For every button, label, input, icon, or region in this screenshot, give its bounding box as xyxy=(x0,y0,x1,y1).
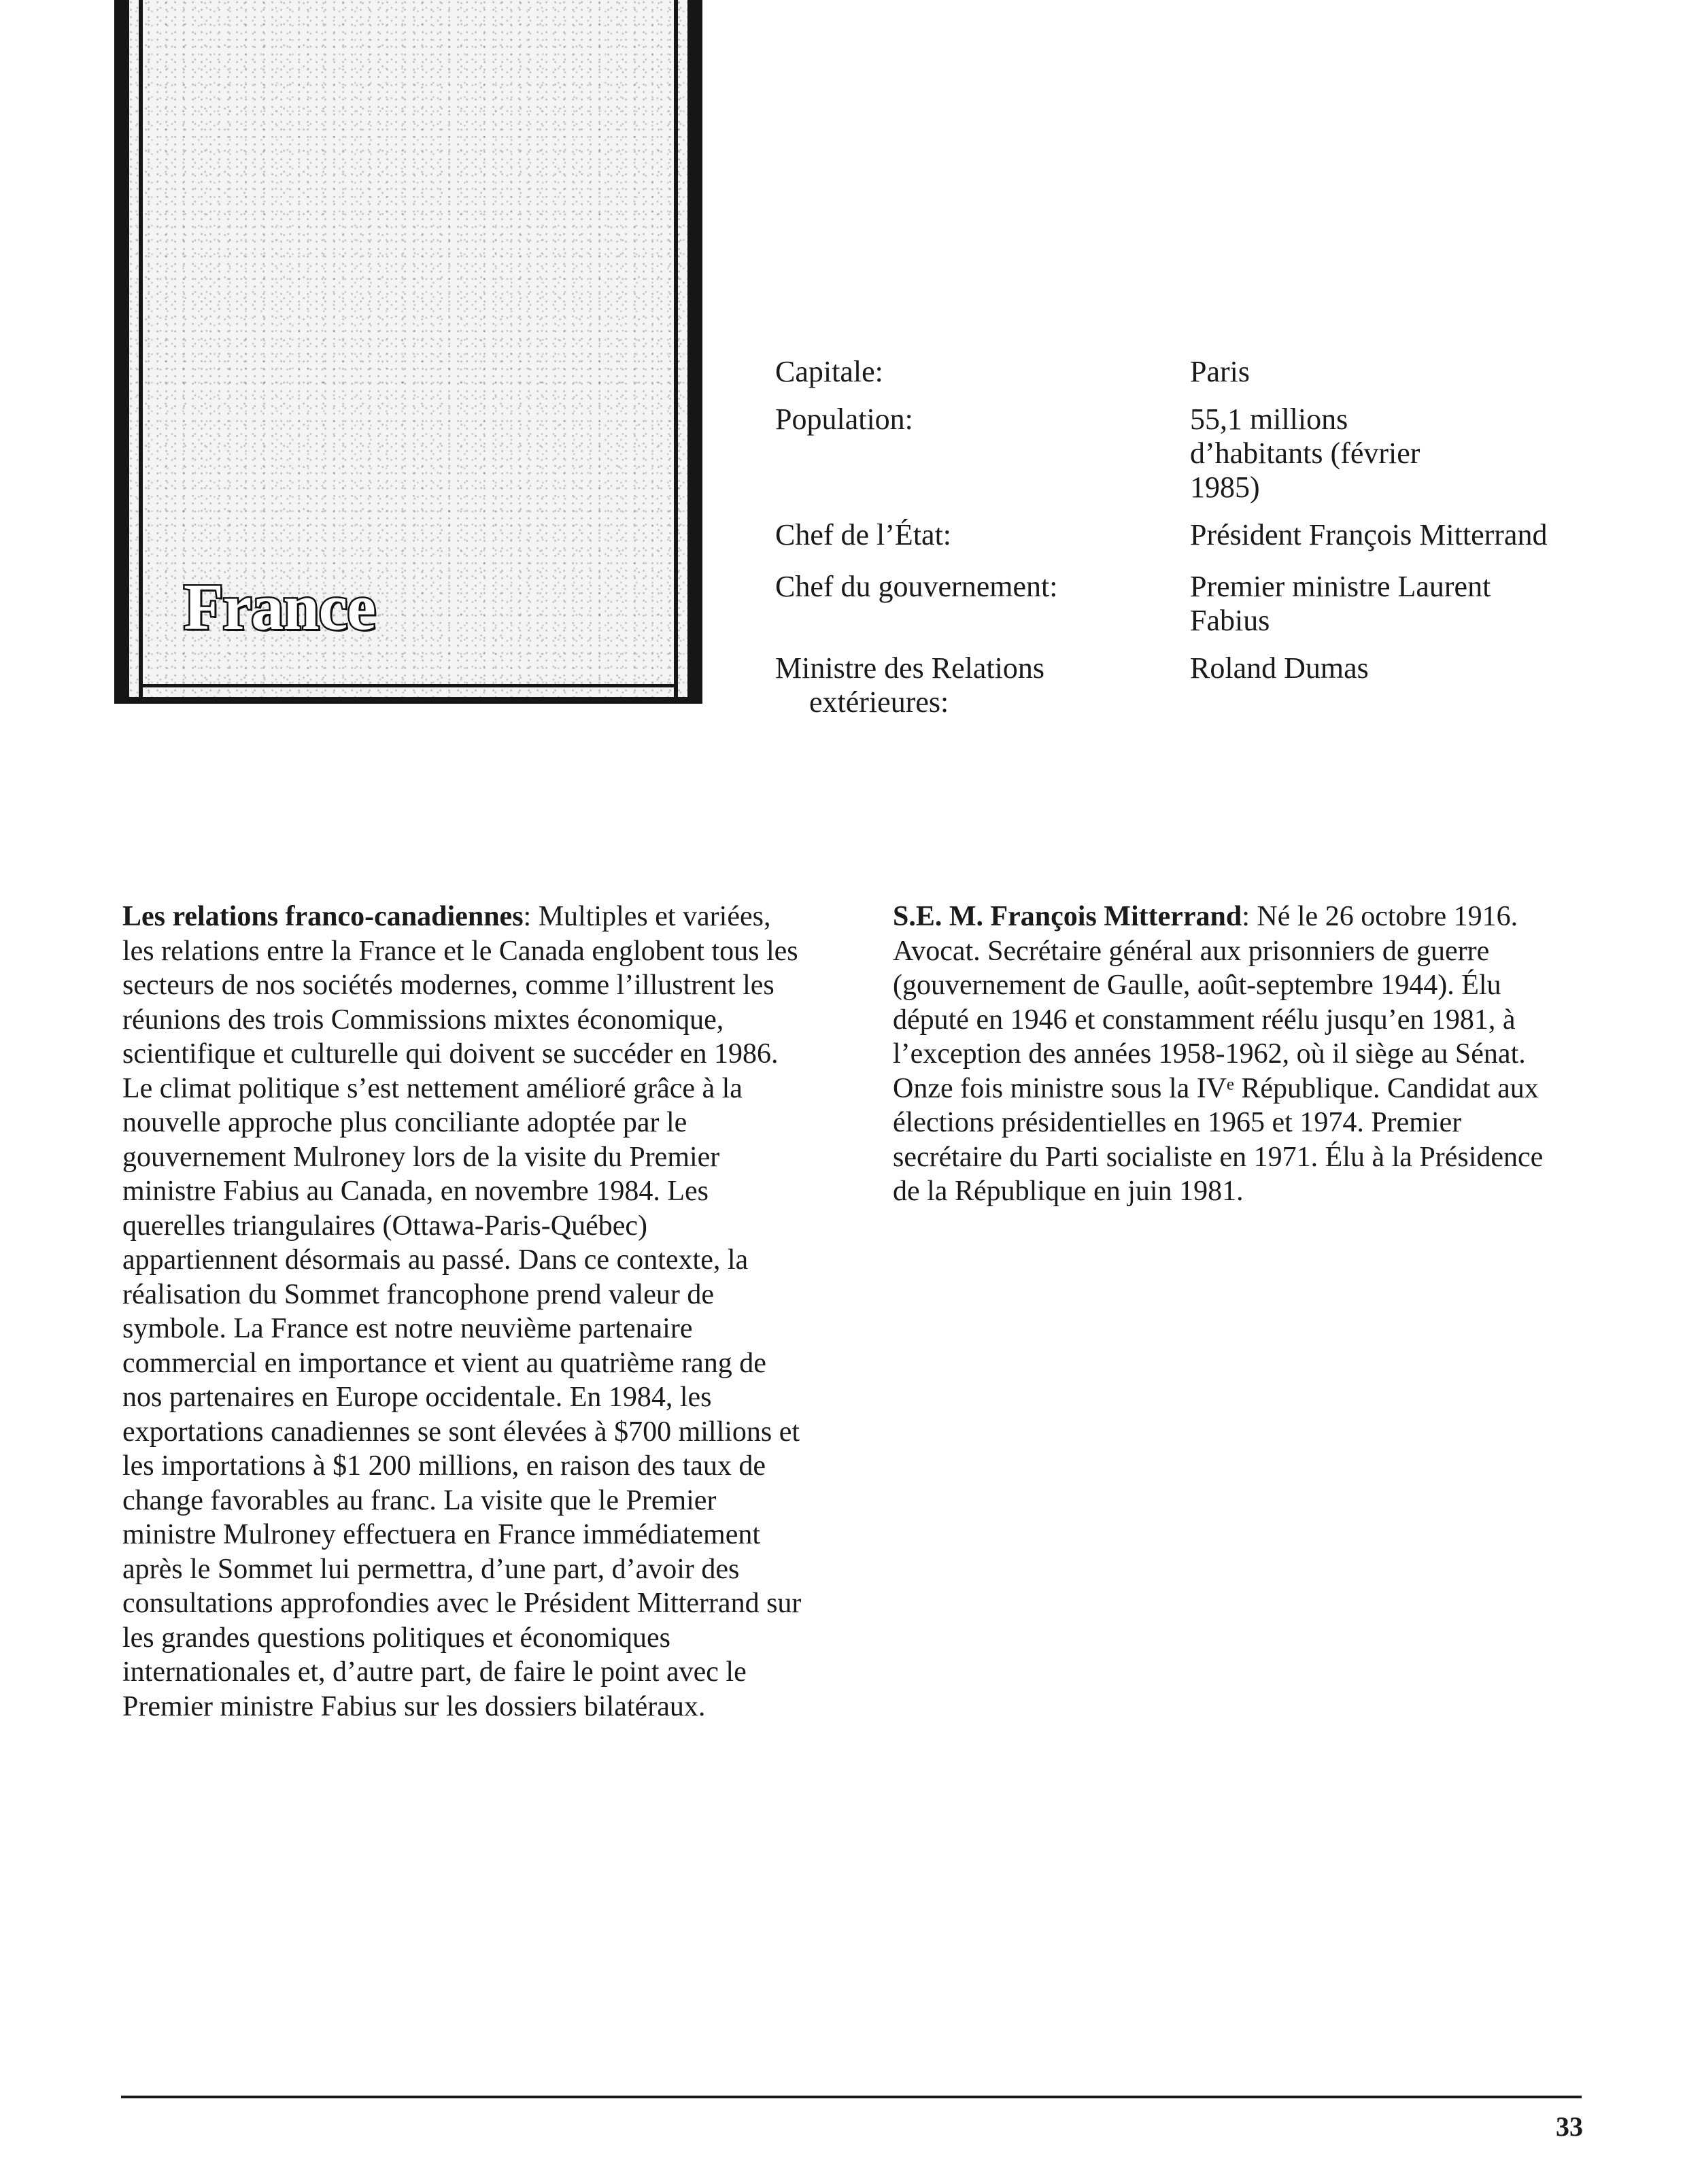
box-inner-rule-bottom xyxy=(139,684,678,687)
biography-heading: S.E. M. François Mitterrand xyxy=(893,901,1242,932)
biography-text: : Né le 26 octobre 1916. Avocat. Secrétaire général aux prisonniers de guerre (gouvernement de Gaulle, août-septembre 1944). Élu député en 1946 et constamment réélu jusqu’en 1981, à l’exception des années 1958-1962, où il siège au Sénat. Onze fois ministre sous la IVᵉ République. Candidat aux élections présidentielles en 1965 et 1974. Premier secrétaire du Parti socialiste en 1971. Élu à la Présidence de la République en juin 1981. xyxy=(893,901,1544,1207)
relations-text: : Multiples et variées, les relations entre la France et le Canada englobent tous les secteurs de nos sociétés modernes, comme l’illustrent les réunions des trois Commissions mixtes économique, scientifique et culturelle qui doivent se succéder en 1986. Le climat politique s’est nettement amélioré grâce à la nouvelle approche plus conciliante adoptée par le gouvernement Mulroney lors de la visite du Premier ministre Fabius au Canada, en novembre 1984. Les querelles triangulaires (Ottawa-Paris-Québec) appartiennent désormais au passé. Dans ce contexte, la réalisation du Sommet francophone prend valeur de symbole. La France est notre neuvième partenaire commercial en importance et vient au quatrième rang de nos partenaires en Europe occidentale. En 1984, les exportations canadiennes se sont élevées à $700 millions et les importations à $1 200 millions, en raison des taux de change favorables au franc. La visite que le Premier ministre Mulroney effectuera en France immédiatement après le Sommet lui permettra, d’une part, d’avoir des consultations approfondies avec le Président Mitterrand sur les grandes questions politiques et économiques internationales et, d’autre part, de faire le point avec le Premier ministre Fabius sur les dossiers bilatéraux. xyxy=(122,901,802,1722)
biography-column xyxy=(893,900,1573,1209)
fact-row-head-of-state xyxy=(775,518,1618,552)
page-number: 33 xyxy=(1556,2111,1583,2142)
biography-paragraph xyxy=(893,900,1573,1209)
fact-label: Chef de l’État: xyxy=(775,518,952,551)
box-inner-rule-left xyxy=(139,0,143,697)
fact-row-head-of-government xyxy=(775,570,1618,638)
footer-rule xyxy=(121,2096,1582,2098)
box-inner-rule-right xyxy=(674,0,678,697)
fact-row-capital xyxy=(775,355,1618,389)
country-facts-table xyxy=(775,355,1618,733)
fact-row-foreign-minister xyxy=(775,651,1618,719)
fact-value: Paris xyxy=(1190,355,1250,388)
country-title: France xyxy=(184,570,375,643)
fact-label: Population: xyxy=(775,403,913,436)
fact-row-population xyxy=(775,403,1618,505)
relations-paragraph xyxy=(122,900,802,1724)
fact-label: Ministre des Relations extérieures: xyxy=(775,651,1044,719)
fact-value: Roland Dumas xyxy=(1190,651,1369,685)
fact-label: Chef du gouvernement: xyxy=(775,570,1058,603)
fact-value: Président François Mitterrand xyxy=(1190,518,1548,551)
relations-heading: Les relations franco-canadiennes xyxy=(122,901,524,932)
country-header-box xyxy=(114,0,702,704)
fact-value: 55,1 millions d’habitants (février 1985) xyxy=(1190,403,1420,504)
fact-label: Capitale: xyxy=(775,355,883,388)
relations-column xyxy=(122,900,802,1724)
fact-value: Premier ministre Laurent Fabius xyxy=(1190,570,1491,637)
